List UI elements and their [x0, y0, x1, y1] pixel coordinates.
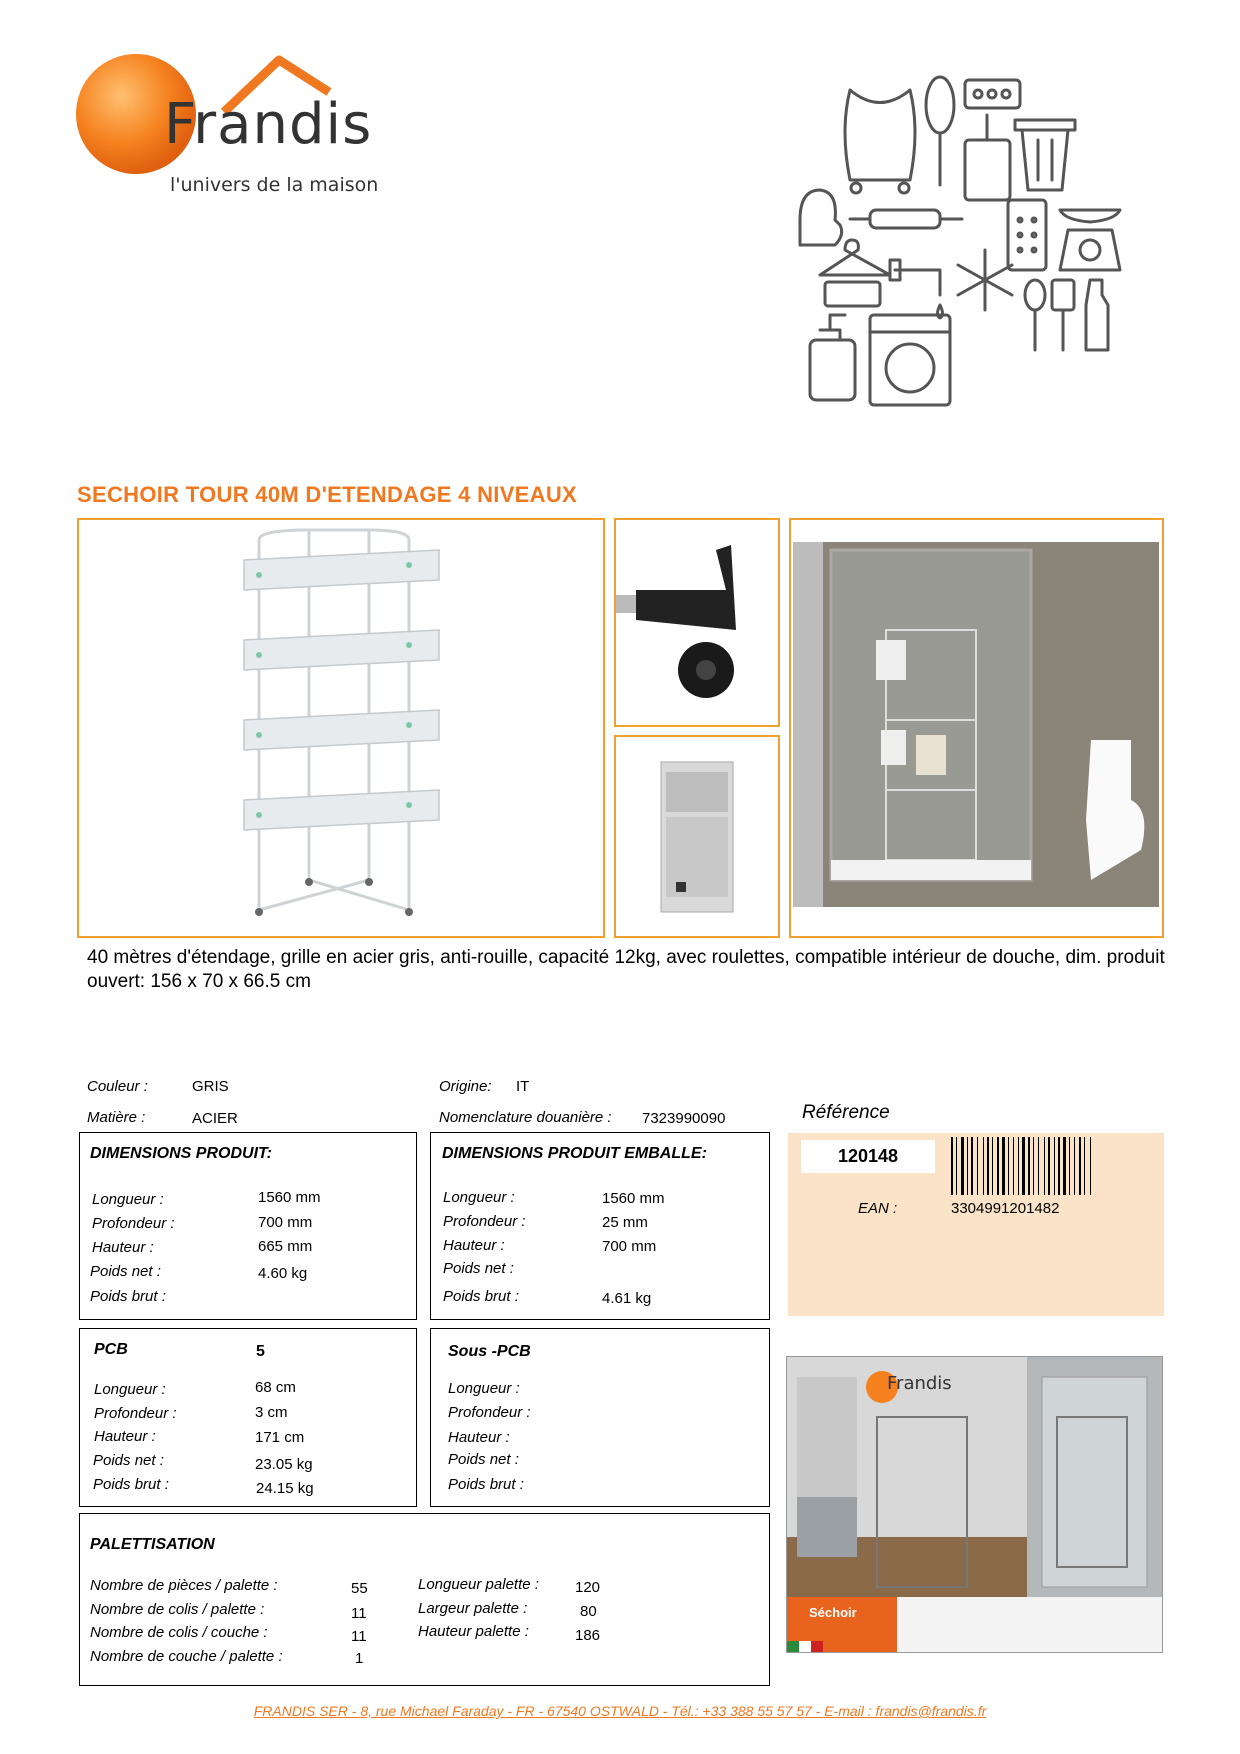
reference-panel — [788, 1133, 1164, 1316]
de-profondeur-label: Profondeur : — [443, 1213, 526, 1230]
de-longueur-value: 1560 mm — [602, 1190, 665, 1207]
pal-longueur-value: 120 — [575, 1579, 601, 1596]
dp-profondeur-label: Profondeur : — [92, 1215, 175, 1232]
grater-icon — [1008, 200, 1046, 270]
cutting-board-icon — [965, 115, 1010, 200]
spatula-icon — [1052, 280, 1074, 350]
pal-colis-couche-label: Nombre de colis / couche : — [90, 1624, 268, 1641]
pcb-hauteur-label: Hauteur : — [94, 1428, 156, 1445]
dimensions-emballe-title: DIMENSIONS PRODUIT EMBALLE: — [442, 1145, 707, 1162]
matiere-label: Matière : — [87, 1109, 146, 1126]
pcb-longueur-value: 68 cm — [255, 1379, 296, 1396]
pcb-hauteur-value: 171 cm — [255, 1429, 305, 1446]
pal-pieces-value: 55 — [351, 1580, 368, 1597]
origine-value: IT — [516, 1078, 530, 1095]
pcb-profondeur-value: 3 cm — [255, 1404, 288, 1421]
pcb-profondeur-label: Profondeur : — [94, 1405, 177, 1422]
ean-label: EAN : — [858, 1200, 898, 1217]
origine-label: Origine: — [439, 1078, 492, 1095]
dp-poids-net-label: Poids net : — [90, 1263, 161, 1280]
sp-longueur-label: Longueur : — [448, 1380, 520, 1397]
hanger-icon — [820, 240, 890, 306]
washing-machine-icon — [870, 315, 950, 405]
de-profondeur-value: 25 mm — [602, 1214, 648, 1231]
de-poids-brut-label: Poids brut : — [443, 1288, 519, 1305]
sp-poids-net-label: Poids net : — [448, 1451, 519, 1468]
pcb-poids-brut-label: Poids brut : — [93, 1476, 169, 1493]
pal-colis-couche-value: 11 — [351, 1628, 367, 1645]
dp-profondeur-value: 700 mm — [258, 1214, 313, 1231]
logo-tagline: l'univers de la maison — [170, 174, 379, 196]
dimensions-produit-title: DIMENSIONS PRODUIT: — [90, 1145, 272, 1162]
sous-pcb-box — [430, 1328, 770, 1507]
de-poids-brut-value: 4.61 kg — [602, 1290, 652, 1307]
pal-longueur-label: Longueur palette : — [418, 1576, 539, 1593]
nomenclature-label: Nomenclature douanière : — [439, 1109, 612, 1126]
pal-couche-value: 1 — [355, 1650, 364, 1667]
dp-poids-net-value: 4.60 kg — [258, 1265, 308, 1282]
laundry-basket-icon — [845, 90, 915, 193]
de-hauteur-label: Hauteur : — [443, 1237, 505, 1254]
reference-label: Référence — [802, 1102, 890, 1123]
dp-longueur-value: 1560 mm — [258, 1189, 321, 1206]
package-image — [614, 735, 780, 938]
stove-knobs-icon — [965, 80, 1020, 108]
pcb-poids-brut-value: 24.15 kg — [256, 1480, 314, 1497]
footer-contact: FRANDIS SER - 8, rue Michael Faraday - FR - 67540 OSTWALD - Tél.: +33 388 55 57 57 - E-mail : frandis@frandis.fr — [253, 1703, 987, 1719]
packaging-product-name: Séchoir — [809, 1605, 857, 1620]
dp-longueur-label: Longueur : — [92, 1191, 164, 1208]
product-description: 40 mètres d'étendage, grille en acier gris, anti-rouille, capacité 12kg, avec roulettes, compatible intérieur de douche, dim. produit ouvert: 156 x 70 x 66.5 cm — [87, 947, 1165, 992]
pcb-box — [79, 1328, 417, 1507]
pal-couche-label: Nombre de couche / palette : — [90, 1648, 283, 1665]
rolling-pin-icon — [850, 210, 962, 228]
trash-bin-icon — [1015, 120, 1075, 190]
sp-poids-brut-label: Poids brut : — [448, 1476, 524, 1493]
matiere-value: ACIER — [192, 1110, 238, 1127]
palettisation-title: PALETTISATION — [90, 1536, 215, 1553]
pal-largeur-value: 80 — [580, 1603, 597, 1620]
packaging-image — [786, 1356, 1163, 1653]
sous-pcb-title: Sous -PCB — [448, 1343, 531, 1360]
logo-brand: Frandis — [164, 92, 373, 157]
pal-largeur-label: Largeur palette : — [418, 1600, 528, 1617]
dp-hauteur-label: Hauteur : — [92, 1239, 154, 1256]
nomenclature-value: 7323990090 — [642, 1110, 726, 1127]
pal-colis-palette-label: Nombre de colis / palette : — [90, 1601, 265, 1618]
dimensions-produit-box — [79, 1132, 417, 1320]
pcb-poids-net-label: Poids net : — [93, 1452, 164, 1469]
product-title: SECHOIR TOUR 40M D'ETENDAGE 4 NIVEAUX — [77, 482, 578, 507]
spoon-icon — [1025, 280, 1045, 350]
de-longueur-label: Longueur : — [443, 1189, 515, 1206]
dimensions-emballe-box — [430, 1132, 770, 1320]
pcb-poids-net-value: 23.05 kg — [255, 1456, 313, 1473]
sp-hauteur-label: Hauteur : — [448, 1429, 510, 1446]
spray-bottle-icon — [1086, 280, 1108, 350]
pal-colis-palette-value: 11 — [351, 1605, 367, 1622]
bathroom-scene-image — [789, 518, 1164, 938]
couleur-label: Couleur : — [87, 1078, 148, 1095]
pal-hauteur-label: Hauteur palette : — [418, 1623, 529, 1640]
pcb-value: 5 — [256, 1343, 265, 1360]
dp-hauteur-value: 665 mm — [258, 1238, 313, 1255]
wheel-detail-image — [614, 518, 780, 727]
whisk-icon — [926, 77, 954, 185]
de-hauteur-value: 700 mm — [602, 1238, 657, 1255]
household-icons — [790, 70, 1130, 410]
packaging-brand: Frandis — [887, 1373, 952, 1394]
frandis-logo — [74, 50, 414, 210]
dp-poids-brut-label: Poids brut : — [90, 1288, 166, 1305]
faucet-icon — [890, 260, 943, 318]
snowflake-icon — [958, 250, 1012, 310]
de-poids-net-label: Poids net : — [443, 1260, 514, 1277]
reference-code: 120148 — [801, 1140, 935, 1173]
pcb-title: PCB — [94, 1341, 128, 1358]
main-product-image — [77, 518, 605, 938]
pal-hauteur-value: 186 — [575, 1627, 601, 1644]
sp-profondeur-label: Profondeur : — [448, 1404, 531, 1421]
kitchen-scale-icon — [1060, 210, 1120, 270]
pal-pieces-label: Nombre de pièces / palette : — [90, 1577, 278, 1594]
pcb-longueur-label: Longueur : — [94, 1381, 166, 1398]
soap-dispenser-icon — [810, 315, 855, 400]
ean-value: 3304991201482 — [951, 1200, 1060, 1217]
couleur-value: GRIS — [192, 1078, 229, 1095]
oven-mitt-icon — [800, 190, 842, 245]
barcode — [951, 1137, 1131, 1202]
palettisation-box — [79, 1513, 770, 1686]
